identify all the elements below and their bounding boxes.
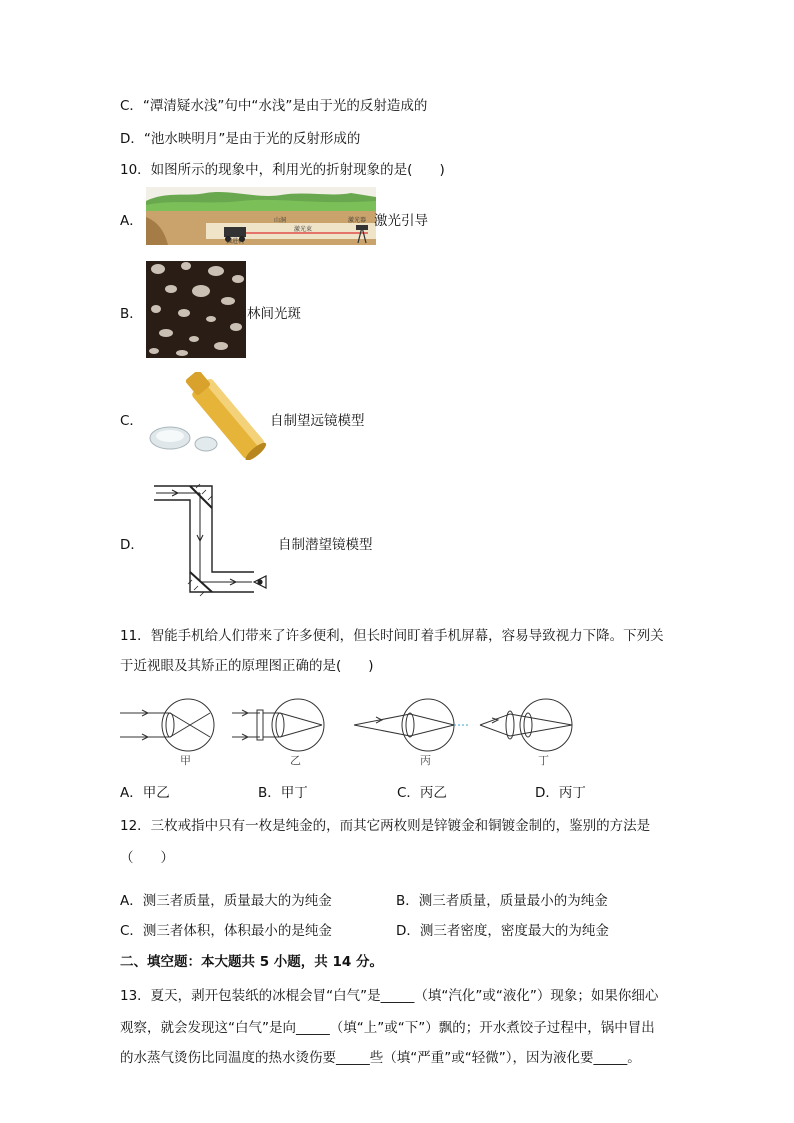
diagram-label-ding: 丁: [538, 754, 549, 767]
q11-option-d: D．丙丁: [535, 785, 586, 801]
diagram-label-jia: 甲: [180, 754, 191, 767]
eye-diagram-bing: [354, 699, 468, 751]
q13-line3: 的水蒸气烫伤比同温度的热水烫伤要_____些（填“严重”或“轻微”），因为液化要_____。: [120, 1050, 641, 1066]
q12-option-d: D．测三者密度，密度最大的为纯金: [396, 923, 609, 939]
q12-stem-line2: （ ）: [120, 850, 174, 866]
q12-option-a: A．测三者质量，质量最大的为纯金: [120, 893, 332, 909]
q10-stem: 10．如图所示的现象中，利用光的折射现象的是( ): [120, 162, 445, 178]
q10-option-d-letter: D．: [120, 537, 144, 553]
laser-beam-label: 激光束: [294, 226, 313, 233]
q10-option-a-letter: A．: [120, 213, 143, 229]
eye-diagram-yi: [232, 699, 324, 751]
eye-diagram-jia: [120, 699, 214, 751]
q12-stem-line1: 12．三枚戒指中只有一枚是纯金的，而其它两枚则是锌镀金和铜镀金制的，鉴别的方法是: [120, 818, 651, 834]
eye-diagrams: [118, 690, 578, 760]
q10-option-a-caption: 激光引导: [374, 213, 428, 229]
q10-option-b-caption: 林间光斑: [247, 306, 301, 322]
q11-option-b: B．甲丁: [258, 785, 308, 801]
section-2-heading: 二、填空题：本大题共 5 小题，共 14 分。: [120, 954, 383, 970]
diagram-label-yi: 乙: [290, 754, 301, 767]
q13-line2: 观察，就会发现这“白气”是向_____（填“上”或“下”）飘的；开水煮饺子过程中，锅中冒出: [120, 1020, 655, 1036]
q11-stem-line2: 于近视眼及其矫正的原理图正确的是( ): [120, 658, 374, 674]
q11-option-a: A．甲乙: [120, 785, 170, 801]
tunnel-label: 山洞: [274, 217, 287, 224]
eye-diagram-ding: [480, 699, 572, 751]
q11-option-c: C．丙乙: [397, 785, 447, 801]
q11-stem-line1: 11．智能手机给人们带来了许多便利，但长时间盯着手机屏幕，容易导致视力下降。下列关: [120, 628, 664, 644]
q10-option-d-caption: 自制潜望镜模型: [278, 537, 373, 553]
telescope-model-image: [146, 372, 274, 460]
q10-option-b-letter: B．: [120, 306, 143, 322]
q10-option-c-letter: C．: [120, 413, 143, 429]
laser-tunnel-image: [146, 187, 376, 245]
periscope-model-image: [150, 480, 274, 600]
q10-option-c-caption: 自制望远镜模型: [270, 413, 365, 429]
tunneling-machine-label: 掘进机: [226, 238, 245, 245]
q12-option-c: C．测三者体积，体积最小的是纯金: [120, 923, 332, 939]
laser-device-label: 激光器: [348, 217, 367, 224]
q13-line1: 13．夏天，剥开包装纸的冰棍会冒“白气”是_____（填“汽化”或“液化”）现象；如果你细心: [120, 988, 659, 1004]
q9-option-c: C．“潭清疑水浅”句中“水浅”是由于光的反射造成的: [120, 98, 428, 114]
q12-option-b: B．测三者质量，质量最小的为纯金: [396, 893, 608, 909]
eye-icon: [254, 576, 266, 588]
diagram-label-bing: 丙: [420, 754, 431, 767]
forest-light-spots-image: [146, 261, 246, 358]
q9-option-d: D．“池水映明月”是由于光的反射形成的: [120, 131, 361, 147]
